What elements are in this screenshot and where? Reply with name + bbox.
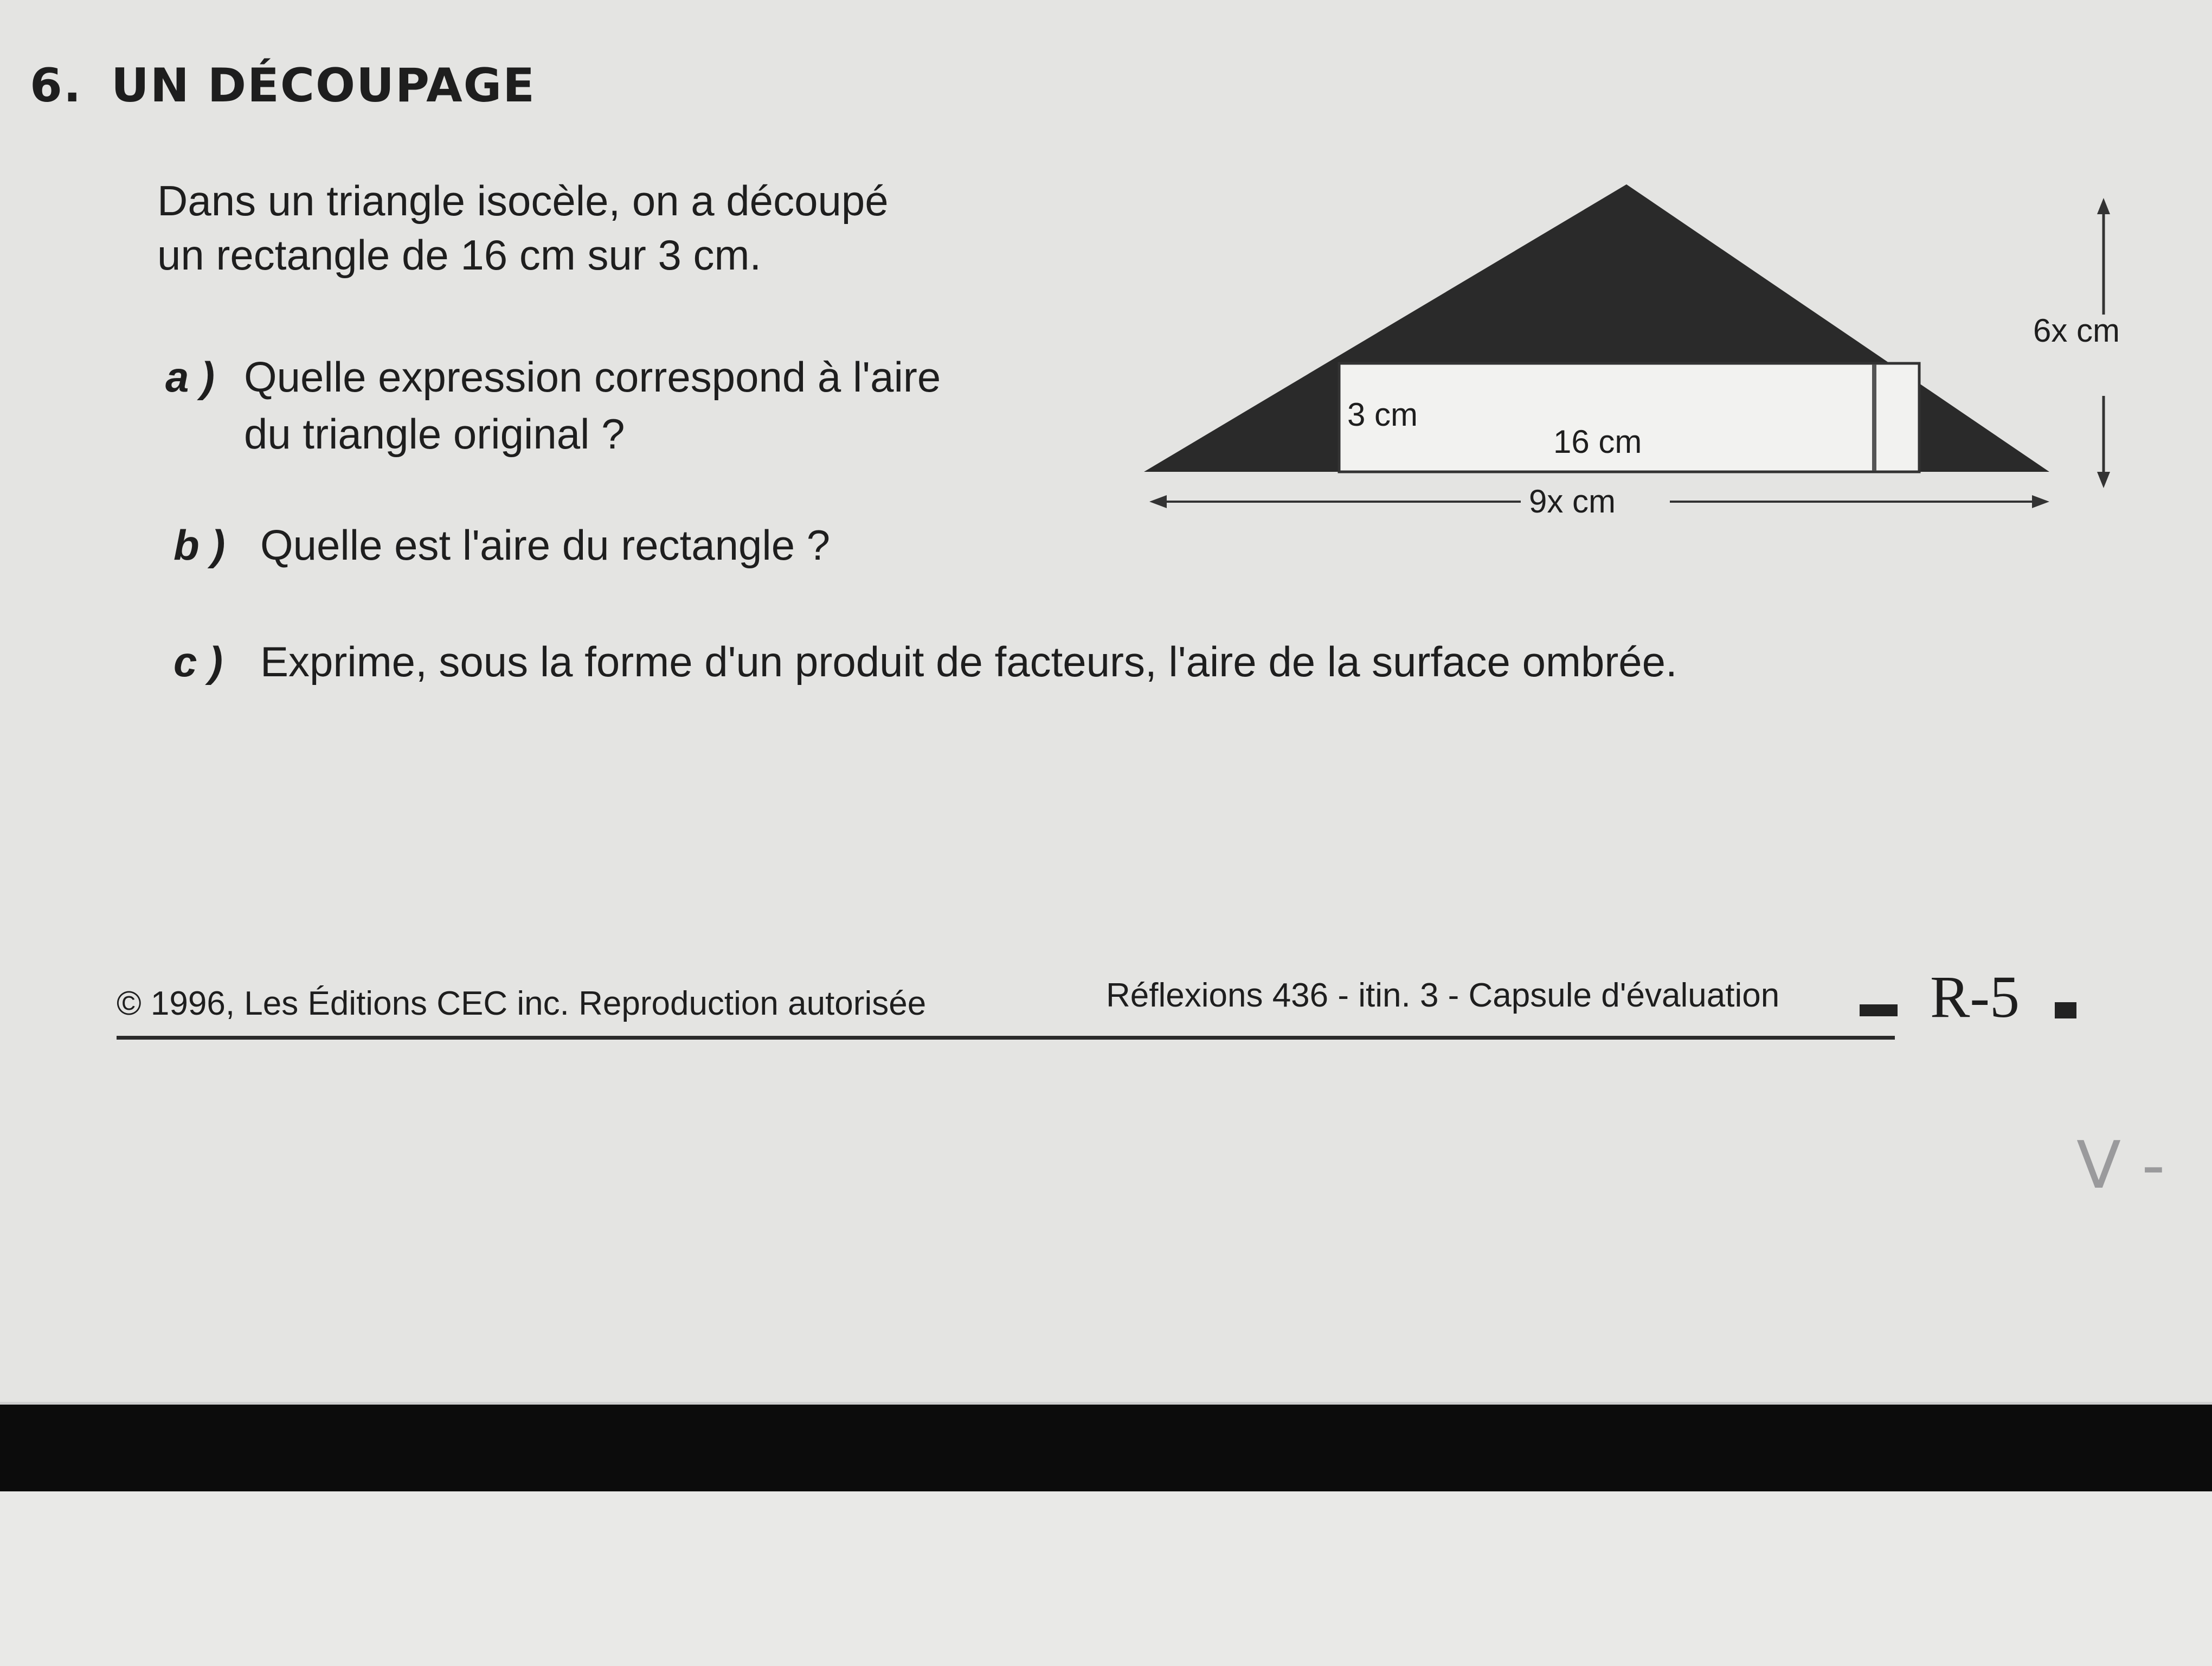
question-a-letter: a )	[165, 353, 215, 401]
base-label: 9x cm	[1529, 483, 1616, 520]
height-arrow-bottom	[2097, 472, 2110, 488]
question-c-letter: c )	[173, 638, 223, 685]
question-b-letter: b )	[173, 521, 226, 569]
base-arrow-right	[2032, 495, 2049, 508]
question-a-line-2: du triangle original ?	[244, 410, 625, 458]
question-b-line-1: Quelle est l'aire du rectangle ?	[260, 521, 831, 569]
footer-rule	[117, 1036, 1895, 1040]
intro-line-2: un rectangle de 16 cm sur 3 cm.	[157, 231, 762, 279]
handwritten-mark: V -	[2076, 1128, 2165, 1203]
triangle-diagram	[1128, 168, 2174, 559]
desk-surface	[0, 1491, 2212, 1666]
exercise-title: UN DÉCOUPAGE	[111, 59, 536, 113]
footer-copyright: © 1996, Les Éditions CEC inc. Reproduction autorisée	[117, 985, 927, 1022]
page-number: R-5	[1930, 964, 2020, 1030]
rectangle-height-label: 3 cm	[1347, 396, 1418, 433]
height-arrow-top	[2097, 198, 2110, 214]
question-c-line-1: Exprime, sous la forme d'un produit de facteurs, l'aire de la surface ombrée.	[260, 638, 1677, 685]
intro-line-1: Dans un triangle isocèle, on a découpé	[157, 177, 889, 225]
height-label: 6x cm	[2033, 312, 2120, 349]
question-a-line-1: Quelle expression correspond à l'aire	[244, 353, 941, 401]
footer-source: Réflexions 436 - itin. 3 - Capsule d'évaluation	[1106, 977, 1780, 1014]
footer-marker-1	[1860, 1004, 1898, 1016]
rectangle-width-label: 16 cm	[1553, 424, 1642, 460]
footer-marker-2	[2055, 1002, 2076, 1018]
exercise-number: 6.	[30, 59, 82, 113]
base-arrow-left	[1149, 495, 1167, 508]
monitor-bezel	[0, 1405, 2212, 1491]
